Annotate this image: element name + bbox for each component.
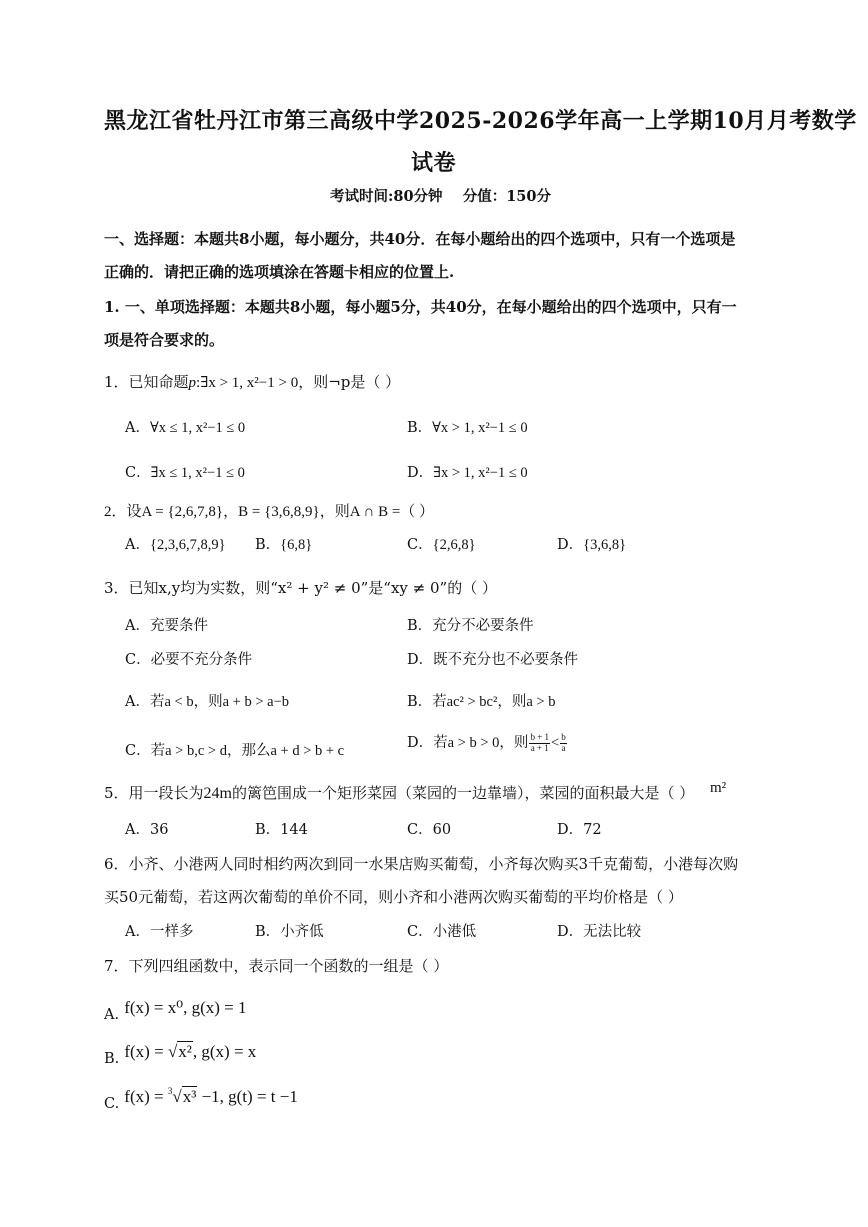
q1-option-c[interactable]: C．∃x ≤ 1, x²−1 ≤ 0 xyxy=(125,465,245,481)
q5-option-b[interactable]: B．144 xyxy=(255,822,308,838)
question-7-stem: 7．下列四组函数中，表示同一个函数的一组是（ ） xyxy=(104,957,449,975)
q5-unit: m² xyxy=(710,780,727,796)
question-6-line1: 6．小齐、小港两人同时相约两次到同一水果店购买葡萄，小齐每次购买3千克葡萄，小港每次购 xyxy=(104,855,739,873)
section-intro-line1: 一、选择题：本题共8小题，每小题分，共40分．在每小题给出的四个选项中，只有一个选项是 xyxy=(104,230,736,248)
q6-option-d[interactable]: D．无法比较 xyxy=(557,924,642,940)
q5-option-c[interactable]: C．60 xyxy=(407,822,452,838)
q6-option-a[interactable]: A．一样多 xyxy=(125,924,194,940)
q4-option-b[interactable]: B．若ac² > bc²，则a > b xyxy=(407,694,556,710)
exam-info: 考试时间:80分钟 分值：150分 xyxy=(330,188,551,205)
q4-option-c[interactable]: C．若a > b,c > d，那么a + d > b + c xyxy=(125,743,345,759)
q6-option-c[interactable]: C．小港低 xyxy=(407,924,477,940)
q3-option-d[interactable]: D．既不充分也不必要条件 xyxy=(407,652,579,668)
exam-title-line2: 试卷 xyxy=(411,150,457,176)
q1-option-a[interactable]: A．∀x ≤ 1, x²−1 ≤ 0 xyxy=(125,420,246,436)
q3-option-c[interactable]: C．必要不充分条件 xyxy=(125,652,253,668)
question-2-stem: 2．设A = {2,6,7,8}，B = {3,6,8,9}，则A ∩ B =（ ） xyxy=(104,504,435,520)
q1-option-b[interactable]: B．∀x > 1, x²−1 ≤ 0 xyxy=(407,420,528,436)
question-5-stem: 5．用一段长为24m的篱笆围成一个矩形菜园（菜园的一边靠墙），菜园的面积最大是（ ） xyxy=(104,784,695,802)
fraction-b-a: $\frac{b}{a}$ xyxy=(561,732,566,753)
q7-option-a[interactable]: A. f(x) = x⁰, g(x) = 1 xyxy=(104,998,247,1023)
q3-option-a[interactable]: A．充要条件 xyxy=(125,618,208,634)
q7-option-c[interactable]: C. f(x) = $^3$√x³ −1, g(t) = t −1 xyxy=(104,1086,298,1112)
q3-option-b[interactable]: B．充分不必要条件 xyxy=(407,618,534,634)
section-intro-line2: 正确的．请把正确的选项填涂在答题卡相应的位置上. xyxy=(104,263,455,281)
q2-option-c[interactable]: C．{2,6,8} xyxy=(407,537,476,553)
q7-option-b[interactable]: B. f(x) = √x², g(x) = x xyxy=(104,1042,257,1067)
q2-option-a[interactable]: A．{2,3,6,7,8,9} xyxy=(125,537,226,553)
q2-option-b[interactable]: B．{6,8} xyxy=(255,537,313,553)
q2-option-d[interactable]: D．{3,6,8} xyxy=(557,537,627,553)
section-sub-line2: 项是符合要求的。 xyxy=(104,331,225,349)
q5-option-d[interactable]: D．72 xyxy=(557,822,602,838)
exam-title-line1: 黑龙江省牡丹江市第三高级中学2025-2026学年高一上学期10月月考数学 xyxy=(104,108,857,134)
fraction-b1-a1: $\frac{b + 1}{a + 1}$ xyxy=(530,732,550,753)
question-3-stem: 3．已知x,y均为实数，则“x² + y² ≠ 0”是“xy ≠ 0”的（ ） xyxy=(104,579,497,597)
question-1-stem: 1．已知命题p:∃x > 1, x²−1 > 0，则¬p是（ ） xyxy=(104,373,401,391)
section-sub-line1: 1. 一、单项选择题：本题共8小题，每小题5分，共40分，在每小题给出的四个选项中，只有一 xyxy=(104,298,737,316)
question-6-line2: 买50元葡萄，若这两次葡萄的单价不同，则小齐和小港两次购买葡萄的平均价格是（ ） xyxy=(104,888,683,906)
q6-option-b[interactable]: B．小齐低 xyxy=(255,924,324,940)
q1-option-d[interactable]: D．∃x > 1, x²−1 ≤ 0 xyxy=(407,465,528,481)
q5-option-a[interactable]: A．36 xyxy=(125,822,169,838)
q4-option-a[interactable]: A．若a < b，则a + b > a−b xyxy=(125,694,290,710)
q4-option-d[interactable]: D．若a > b > 0，则 $\frac{b + 1}{a + 1}$ < $\frac{b}{a}$ xyxy=(407,732,566,753)
